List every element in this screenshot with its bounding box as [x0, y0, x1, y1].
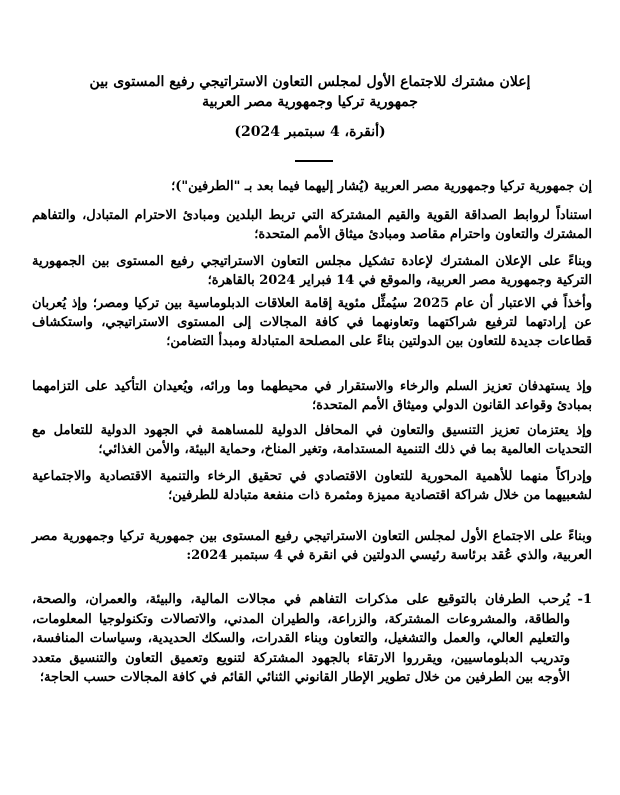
paragraph: إن جمهورية تركيا وجمهورية مصر العربية (يُشار إليهما فيما بعد بـ "الطرفين")؛: [171, 179, 592, 194]
item-number: 1-: [577, 592, 592, 607]
title-line-2: جمهورية تركيا وجمهورية مصر العربية: [202, 94, 418, 110]
paragraph: وبناءً على الاجتماع الأول لمجلس التعاون الاستراتيجي رفيع المستوى بين جمهورية تركيا وجمهورية مصر العربية، والذي عُقد برئاسة رئيسي الدولتين في انقرة في 4 سبتمبر 2024:: [32, 529, 592, 563]
title-divider: [295, 160, 333, 162]
item-text: يُرحب الطرفان بالتوقيع على مذكرات التفاهم في مجالات المالية، والبيئة، والعمران، والصحة، والطاقة، والمشروعات المشتركة، والزراعة، والطيران المدني، والاتصالات وتكنولوجيا المعلومات، والتعليم العالي، والعمل والتشغيل، والتعاون وبناء القدرات، والسكك الحديدية، وسياسات المنافسة، وتدريب الدبلوماسيين، ويقرروا الارتقاء بالجهود المشتركة لتنويع وتعميق التعاون والتنسيق متعدد الأوجه بين الطرفين من خلال تطوير الإطار القانوني الثنائي القائم في كافة المجالات حسب الحاجة؛: [32, 592, 570, 685]
paragraph: استناداً لروابط الصداقة القوية والقيم المشتركة التي تربط البلدين ومبادئ الاحترام المتبادل، والتفاهم المشترك والتعاون واحترام مقاصد ومبادئ ميثاق الأمم المتحدة؛: [32, 208, 592, 242]
paragraph: وإدراكاً منهما للأهمية المحورية للتعاون الاقتصادي في تحقيق الرخاء والتنمية الاقتصادية والاجتماعية لشعبيهما من خلال شراكة اقتصادية مميزة ومثمرة ذات منفعة متبادلة للطرفين؛: [32, 469, 592, 503]
title-line-1: إعلان مشترك للاجتماع الأول لمجلس التعاون الاستراتيجي رفيع المستوى بين: [89, 74, 531, 90]
paragraph: وإذ يعتزمان تعزيز التنسيق والتعاون في المحافل الدولية للمساهمة في الجهود الدولية للتعامل مع التحديات العالمية بما في ذلك التنمية المستدامة، وتغير المناخ، وحماية البيئة، والأمن الغذائي؛: [32, 423, 592, 457]
paragraph: وأخذاً في الاعتبار أن عام 2025 سيُمثِّل مئوية إقامة العلاقات الدبلوماسية بين تركيا ومصر؛ وإذ يُعربان عن إرادتهما لترفيع شراكتهما وتعاونهما في كافة المجالات إلى المستوى الاستراتيجي، واستكشاف قطاعات جديدة للتعاون بين الدولتين بناءً على المصلحة المتبادلة ومبدأ التضامن؛: [32, 296, 592, 349]
list-item: [32, 590, 592, 688]
paragraph: وإذ يستهدفان تعزيز السلم والرخاء والاستقرار في محيطهما وما ورائه، ويُعيدان التأكيد على التزامهما بمبادئ وقواعد القانون الدولي وميثاق الأمم المتحدة؛: [32, 379, 592, 413]
paragraph: وبناءً على الإعلان المشترك لإعادة تشكيل مجلس التعاون الاستراتيجي رفيع المستوى بين الجمهورية التركية وجمهورية مصر العربية، والموقع في 14 فبراير 2024 بالقاهرة؛: [32, 254, 592, 288]
dateline: (أنقرة، 4 سبتمبر 2024): [234, 124, 386, 140]
